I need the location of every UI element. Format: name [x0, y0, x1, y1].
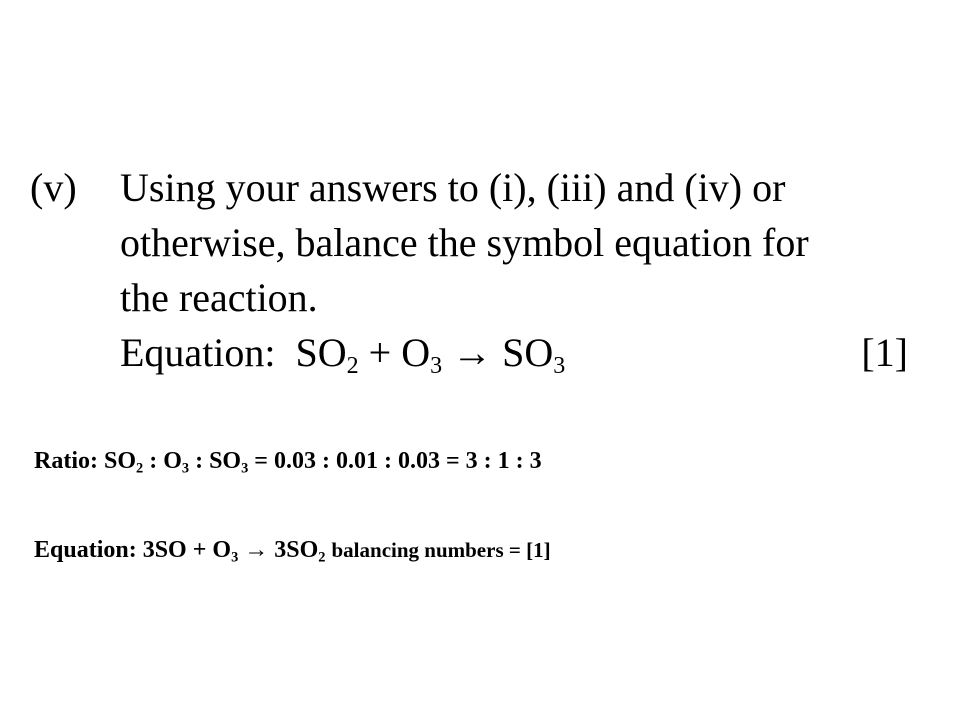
equation-product: $SO_3$	[502, 330, 566, 380]
question-block	[30, 160, 930, 380]
ratio-values: = 0.03 : 0.01 : 0.03 = 3 : 1 : 3	[254, 448, 542, 474]
ratio-separator-1: :	[149, 448, 158, 474]
question-line-1: Using your answers to (i), (iii) and (iv) or	[120, 165, 786, 210]
answer-note: balancing numbers = [1]	[331, 538, 551, 562]
equation-prefix: Equation:	[120, 330, 276, 375]
marks-label: [1]	[861, 330, 908, 375]
equation-plus: +	[368, 330, 392, 375]
ratio-species-3: $SO_3$	[209, 448, 249, 477]
answer-product: $3SO_2$	[274, 537, 326, 566]
answer-ratio	[34, 448, 542, 475]
answer-plus: +	[192, 537, 207, 563]
equation-reactant-2: $O_3$	[401, 330, 443, 380]
ratio-species-2: $O_3$	[163, 448, 190, 477]
equation-reactant-1: $SO_2$	[295, 330, 359, 380]
question-line-2: otherwise, balance the symbol equation for	[120, 220, 809, 265]
equation-arrow: →	[452, 330, 493, 375]
answer-reactant-2: $O_3$	[212, 537, 239, 566]
answer-equation	[34, 537, 551, 564]
question-body	[120, 160, 930, 380]
ratio-separator-2: :	[195, 448, 204, 474]
question-label: (v)	[30, 165, 77, 210]
ratio-prefix: Ratio:	[34, 448, 98, 474]
answer-reactant-1: 3SO	[142, 537, 187, 563]
question-equation	[120, 325, 930, 380]
question-line-3: the reaction.	[120, 275, 318, 320]
ratio-species-1: $SO_2$	[103, 448, 144, 477]
answer-equation-prefix: Equation:	[34, 537, 137, 563]
answer-arrow: →	[244, 537, 269, 563]
question-row	[30, 160, 930, 380]
